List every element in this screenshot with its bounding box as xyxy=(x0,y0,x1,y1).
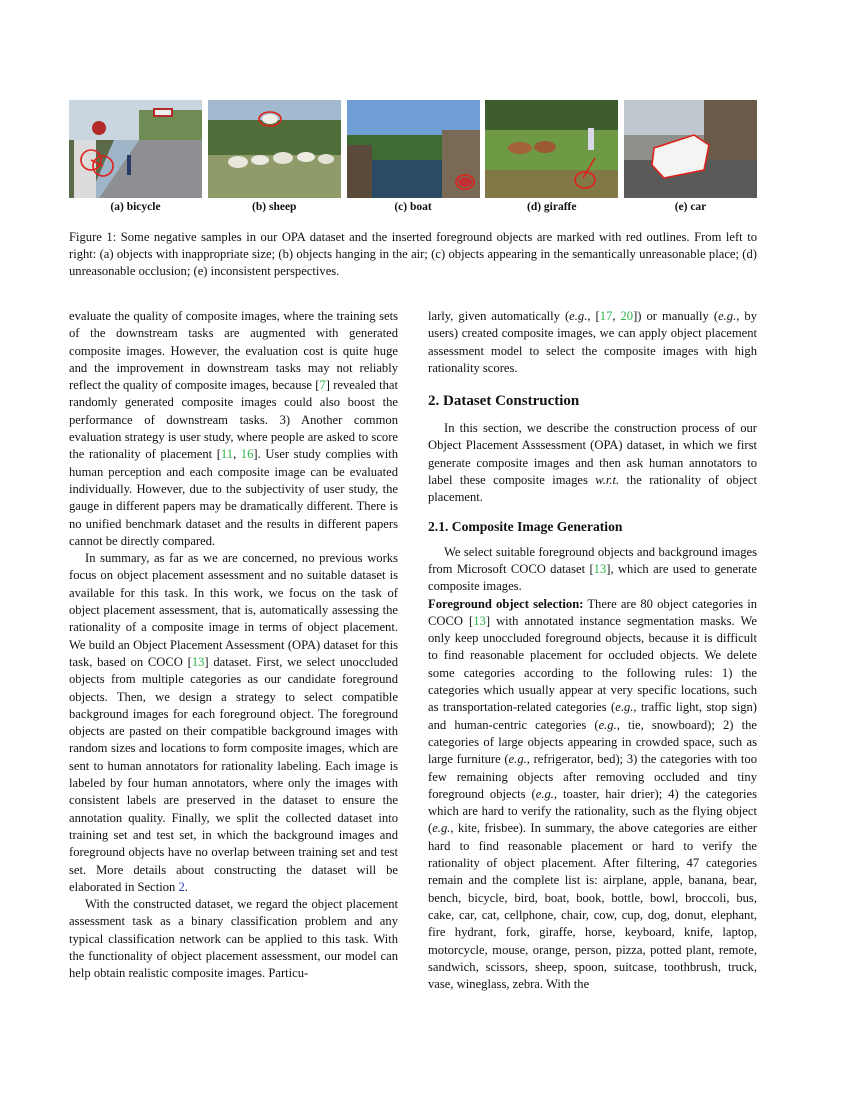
subfigure-label: (d) giraffe xyxy=(527,201,577,213)
subfigure-label: (a) bicycle xyxy=(110,201,161,213)
subfigure-label: (c) boat xyxy=(394,201,432,213)
boat-photo xyxy=(347,100,480,198)
right-column xyxy=(428,308,757,993)
car-photo xyxy=(624,100,757,198)
bicycle-photo xyxy=(69,100,202,198)
subfigure-bicycle xyxy=(69,100,202,214)
paragraph: evaluate the quality of composite images, where the training sets of the downstream tasks are augmented with generated composite images. However, the evaluation cost is quite huge and the improvement in downstream tasks may not reliably reflect the quality of composite images, because [7] revealed that randomly generated composite images could also boost the performance of downstream tasks. 3) Another common evaluation strategy is user study, where people are asked to score the rationality of placement [11, 16]. User study complies with human perception and each composite image can be evaluated individually. However, due to the subjectivity of user study, the gauge in different papers may be dramatically different. There is no unified benchmark dataset and the results in different papers cannot be directly compared. xyxy=(69,309,398,548)
citation-link[interactable]: 11 xyxy=(220,447,234,462)
figure-caption: Figure 1: Some negative samples in our OPA dataset and the inserted foreground objects are marked with red outlines. From left to right: (a) objects with inappropriate size; (b) objects hanging in the air; (c) objects appearing in the semantically unreasonable place; (d) unreasonable occlusion; (e) inconsistent perspectives. xyxy=(69,230,757,279)
subfigure-boat xyxy=(347,100,480,214)
giraffe-photo xyxy=(485,100,618,198)
citation-link[interactable]: 20 xyxy=(620,309,634,323)
citation-link[interactable]: 7 xyxy=(319,378,326,393)
citation-link[interactable]: 17 xyxy=(599,309,613,323)
section-heading: 2. Dataset Construction xyxy=(428,393,580,410)
paragraph: We select suitable foreground objects and background images from Microsoft COCO dataset [13], which are used to generate composite images. xyxy=(428,544,757,594)
citation-link[interactable]: 13 xyxy=(593,561,607,576)
subfigure-car xyxy=(624,100,757,214)
figure-1 xyxy=(69,100,757,214)
left-column xyxy=(69,308,398,983)
subfigure-giraffe xyxy=(485,100,618,214)
sheep-photo xyxy=(208,100,341,198)
paragraph: In summary, as far as we are concerned, no previous works focus on object placement assessment and no suitable dataset is available for this task. In this work, we focus on the task of object placement assessment, that is, automatically assessing the rationality of a composite image in terms of object placement. We build an Object Placement Assessment (OPA) dataset for this task, based on COCO [13] dataset. First, we select unoccluded objects from multiple categories as our candidate foreground objects. Then, we design a strategy to select compatible background images for each foreground object. The foreground objects are pasted on their compatible background images with random sizes and locations to form composite images, which are sent to human annotators for rationality labeling. Each image is labeled by four human annotators, where only the images with consistent labels are preserved in the dataset to ensure the annotation quality. Finally, we split the collected dataset into training set and test set, in which the background images and foreground objects have no overlap between training set and test set. More details about constructing the dataset will be elaborated in Section 2. xyxy=(69,551,399,894)
subfigure-label: (e) car xyxy=(674,201,707,213)
paragraph: With the constructed dataset, we regard the object placement assessment task as a binary classification problem and any typical classification network can be applied to this task. With the functionality of object placement assessment, our model can help obtain realistic composite images. Particu- xyxy=(69,897,398,981)
paragraph: larly, given automatically (e.g., [17, 20]) or manually (e.g., by users) created composite images, we can apply object placement assessment model to select the composite images with high rationality scores. xyxy=(428,309,758,375)
subsection-heading: 2.1. Composite Image Generation xyxy=(428,518,623,534)
citation-link[interactable]: 13 xyxy=(473,613,486,628)
paragraph: Foreground object selection: There are 80 object categories in COCO [13] with annotated instance segmentation masks. We only keep unoccluded foreground objects, because it is difficult to find reasonable placement for occluded objects. We delete some categories according to the following rules: 1) the categories which usually appear at very specific locations, such as transportation-related categories (e.g., traffic light, stop sign) and human-centric categories (e.g., tie, snowboard); 2) the categories of large objects appearing in crowded space, such as large furniture (e.g., refrigerator, bed); 3) the categories with too few remaining objects after removing occluded and tiny foreground objects (e.g., toaster, hair drier); 4) the categories which are hard to verify the rationality, such as the flying object (e.g., kite, frisbee). In summary, the above categories are either hard to find reasonable placement or hard to verify the rationality of object placement. After filtering, 47 categories remain and the complete list is: airplane, apple, banana, bear, bench, bicycle, bird, boat, book, bottle, bowl, broccoli, bus, cake, car, cat, cellphone, chair, cow, cup, dog, donut, elephant, fire hydrant, fork, giraffe, horse, keyboard, knife, laptop, motorcycle, mouse, orange, person, pizza, potted plant, remote, sandwich, scissors, sheep, spoon, suitcase, toothbrush, truck, vase, wineglass, zebra. With the xyxy=(428,596,757,992)
section-link[interactable]: 2 xyxy=(178,879,185,894)
paragraph: In this section, we describe the construction process of our Object Placement Asssessment (OPA) dataset, in which we first generate composite images and then ask human annotators to label these composite images w.r.t. the rationality of object placement. xyxy=(428,421,757,505)
subfigure-sheep xyxy=(208,100,341,214)
subfigure-label: (b) sheep xyxy=(252,201,297,213)
citation-link[interactable]: 16 xyxy=(240,447,254,462)
citation-link[interactable]: 13 xyxy=(191,654,205,669)
